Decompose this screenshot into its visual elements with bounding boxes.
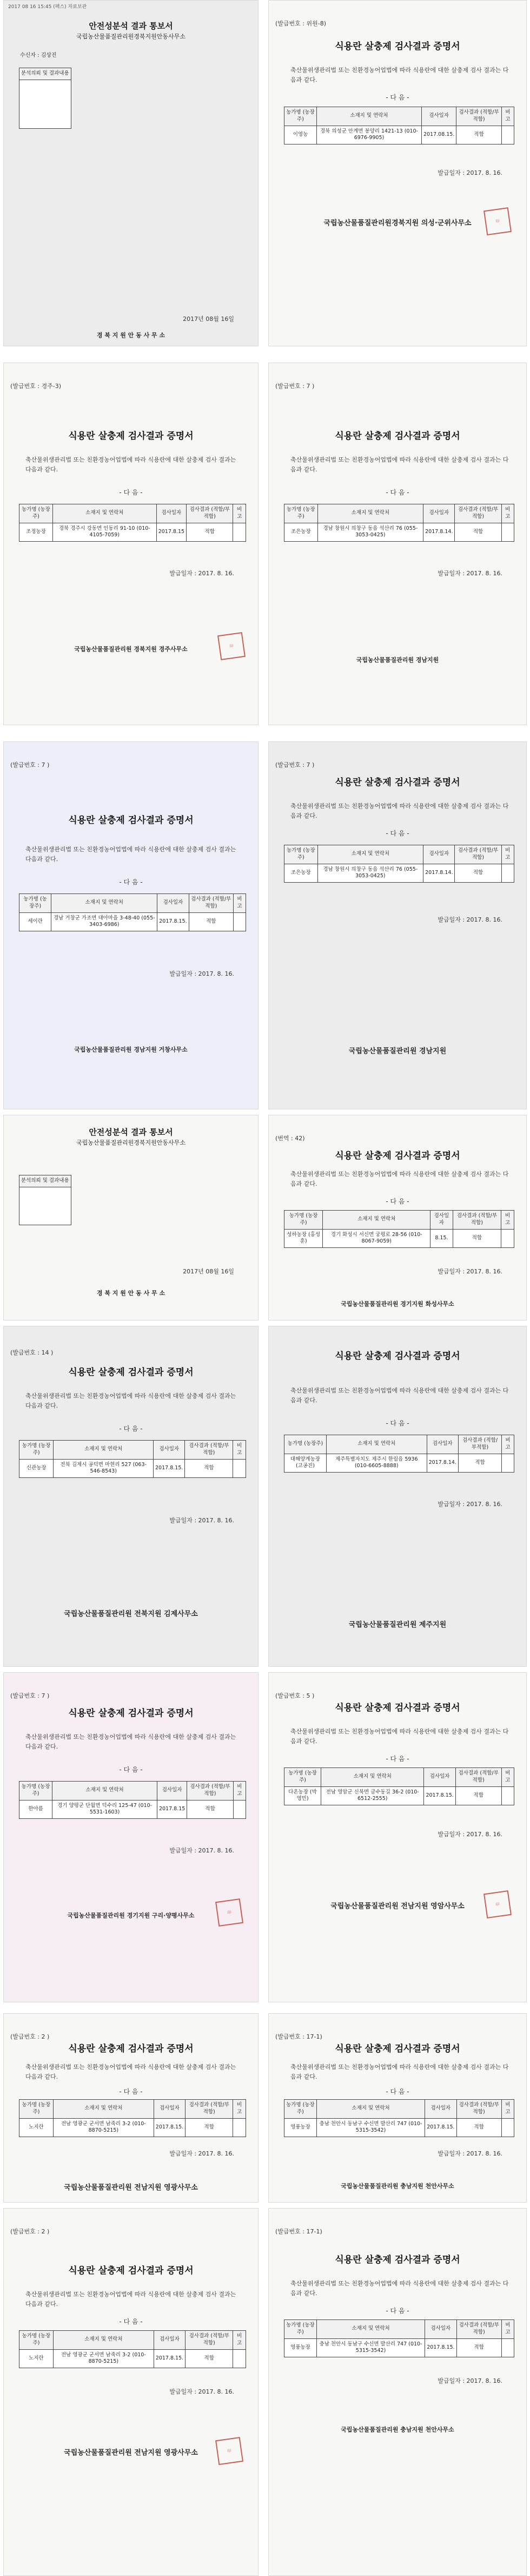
under-label: - 다 음 - (119, 878, 143, 886)
cert-title: 식용란 살충제 검사결과 증명서 (335, 1703, 460, 1713)
recipient: 수신자 : 김상진 (20, 52, 57, 58)
cert-intro: 축산물위생관리법 또는 친환경농어업법에 따라 식용란에 대한 살충제 검사 결과는 다음과 같다. (290, 456, 509, 473)
issue-date: 발급일자 : 2017. 8. 16. (438, 1268, 502, 1275)
cert-sheet-14 (3, 2208, 259, 2576)
result-table: 농가명 (농장주) 소재지 및 연락처 검사일자 검사결과 (적합/부적합) 비고 조정농장 경북 경주시 강동면 인동리 91-10 (010-4105-7059) 2017.8.15 적합 (19, 504, 246, 542)
cert-intro: 축산물위생관리법 또는 친환경농어업법에 따라 식용란에 대한 살충제 검사 결과는 다음과 같다. (290, 803, 509, 819)
seal-stamp: 印 (483, 207, 512, 235)
cert-number: (발급번호 : 7 ) (275, 383, 315, 390)
cert-number: (발급번호 : 5 ) (275, 1692, 315, 1699)
issue-date: 발급일자 : 2017. 8. 16. (438, 1831, 502, 1838)
cert-intro: 축산물위생관리법 또는 친환경농어업법에 따라 식용란에 대한 살충제 검사 결과는 다음과 같다. (25, 2064, 236, 2080)
cert-sheet-9 (268, 1326, 527, 1667)
issuer: 국립농산물품질관리원 전남지원 영광사무소 (64, 2184, 198, 2192)
issue-date: 발급일자 : 2017. 8. 16. (438, 2150, 502, 2157)
issue-date: 발급일자 : 2017. 8. 16. (169, 970, 234, 977)
issue-date: 발급일자 : 2017. 8. 16. (438, 1501, 502, 1508)
issuer: 국립농산물품질관리원 경기지원 화성사무소 (341, 1300, 454, 1307)
notice-issuer: 경 북 지 원 안 동 사 무 소 (96, 1290, 165, 1297)
issue-date: 발급일자 : 2017. 8. 16. (169, 2150, 234, 2157)
cert-number: (발급번호 : 7 ) (10, 1692, 50, 1699)
cert-title: 식용란 살충제 검사결과 증명서 (335, 41, 460, 52)
under-label: - 다 음 - (386, 1420, 409, 1427)
cert-number: (발급번호 : 2 ) (10, 2033, 50, 2040)
notice-table: 분석의뢰 및 결과내용 (19, 68, 71, 129)
issuer: 국립농산물품질관리원 충남지원 천안사무소 (341, 2183, 454, 2190)
issue-date: 발급일자 : 2017. 8. 16. (438, 2377, 502, 2384)
notice-date: 2017년 08월 16일 (183, 316, 234, 323)
result-table: 농가명 (농장주) 소재지 및 연락처 검사일자 검사결과 (적합/부적합) 비고 세이란 경남 거창군 가조면 대아마을 3-48-40 (055-3403-6986) 2017.8.15. 적합 (19, 893, 246, 931)
result-table: 농가명 (농장주) 소재지 및 연락처 검사일자 검사결과 (적합/부적합) 비고 조은농장 경남 창원시 의창구 동읍 석산리 76 (055-3053-0425) 2017.8.14. 적합 (284, 845, 514, 883)
result-table: 농가명 (농장주) 소재지 및 연락처 검사일자 검사결과 (적합/부적합) 비고 이영농 경북 의성군 안계면 봉양리 1421-13 (010-6976-9905) 2017.08.15. 적합 (284, 107, 514, 144)
issuer: 국립농산물품질관리원 경기지원 구리·양평사무소 (67, 1912, 195, 1919)
result-table: 농가명 (농장주) 소재지 및 연락처 검사일자 검사결과 (적합/부적합) 비고 조은농장 경남 창원시 의창구 동읍 석산리 76 (055-3053-0425) 2017.8.14. 적합 (284, 504, 514, 542)
notice-issuer: 경 북 지 원 안 동 사 무 소 (96, 332, 165, 339)
cert-sheet-7 (268, 1115, 527, 1320)
cert-number: (번역 : 42) (275, 1135, 305, 1142)
under-label: - 다 음 - (386, 2088, 409, 2095)
cert-title: 식용란 살충제 검사결과 증명서 (335, 1351, 460, 1362)
cert-title: 식용란 살충제 검사결과 증명서 (68, 2265, 194, 2276)
issue-date: 발급일자 : 2017. 8. 16. (438, 916, 502, 923)
issuer: 국립농산물품질관리원 경북지원 경주사무소 (74, 646, 188, 653)
cert-number: (발급번호 : 7 ) (10, 761, 50, 768)
under-label: - 다 음 - (386, 1198, 409, 1205)
result-table: 농가명 (농장주) 소재지 및 연락처 검사일자 검사결과 (적합/부적합) 비고 한아름 경기 양평군 단월면 덕수리 125-47 (010-5531-1603) 2017.8.15 적합 (19, 1781, 246, 1819)
cert-sheet-11 (268, 1672, 527, 2002)
result-table: 농가명 (농장주) 소재지 및 연락처 검사일자 검사결과 (적합/부적합) 비고 대해양계농장 (고공진) 제주특별자치도 제주시 한림읍 5936 (010-6605-8888) 2017.8.14. 적합 (284, 1435, 514, 1473)
issuer: 국립농산물품질관리원 전남지원 영암사무소 (330, 1902, 465, 1910)
issue-date: 발급일자 : 2017. 8. 16. (438, 169, 502, 176)
under-label: - 다 음 - (119, 1766, 143, 1773)
cert-title: 식용란 살충제 검사결과 증명서 (335, 1151, 460, 1161)
cert-number: (발급번호 : 17-1) (275, 2033, 322, 2040)
cert-intro: 축산물위생관리법 또는 친환경농어업법에 따라 식용란에 대한 살충제 검사 결과는 다음과 같다. (290, 1387, 509, 1404)
cert-title: 식용란 살충제 검사결과 증명서 (68, 431, 194, 442)
issue-date: 발급일자 : 2017. 8. 16. (169, 2388, 234, 2395)
notice-sheet-1 (3, 0, 259, 346)
seal-stamp: 印 (215, 2437, 243, 2465)
cert-intro: 축산물위생관리법 또는 친환경농어업법에 따라 식용란에 대한 살충제 검사 결과는 다음과 같다. (25, 1392, 236, 1409)
issue-date: 발급일자 : 2017. 8. 16. (169, 570, 234, 577)
cert-sheet-10 (3, 1672, 259, 2002)
under-label: - 다 음 - (119, 2318, 143, 2325)
cert-number: (발급번호 : 7 ) (275, 761, 315, 768)
cert-title: 식용란 살충제 검사결과 증명서 (68, 815, 194, 826)
notice-sheet-2 (3, 1115, 259, 1320)
under-label: - 다 음 - (386, 2307, 409, 2315)
result-table: 농가명 (농장주) 소재지 및 연락처 검사일자 검사결과 (적합/부적합) 비고 성하농장 (홍성훈) 경기 화성시 서신면 궁평로 28-56 (010-8067-9059) 8.15. 적합 (284, 1210, 514, 1248)
cert-title: 식용란 살충제 검사결과 증명서 (335, 431, 460, 442)
cert-number: (발급번호 : 위원-8) (275, 20, 327, 27)
under-label: - 다 음 - (386, 1755, 409, 1763)
cert-intro: 축산물위생관리법 또는 친환경농어업법에 따라 식용란에 대한 살충제 검사 결과는 다음과 같다. (25, 456, 236, 473)
cert-sheet-5 (3, 741, 259, 1109)
result-table: 농가명 (농장주) 소재지 및 연락처 검사일자 검사결과 (적합/부적합) 비고 노지란 전남 영광군 군서면 남죽리 3-2 (010-8870-5215) 2017.8.15. 적합 (19, 2330, 246, 2368)
cert-intro: 축산물위생관리법 또는 친환경농어업법에 따라 식용란에 대한 살충제 검사 결과는 다음과 같다. (25, 1733, 236, 1750)
cert-title: 식용란 살충제 검사결과 증명서 (335, 777, 460, 788)
under-label: - 다 음 - (386, 489, 409, 496)
cert-intro: 축산물위생관리법 또는 친환경농어업법에 따라 식용란에 대한 살충제 검사 결과는 다음과 같다. (290, 67, 509, 83)
cert-sheet-13 (268, 2013, 527, 2203)
issue-date: 발급일자 : 2017. 8. 16. (169, 1847, 234, 1854)
under-label: - 다 음 - (119, 2088, 143, 2095)
cert-number: (발급번호 : 14 ) (10, 1349, 54, 1356)
cert-intro: 축산물위생관리법 또는 친환경농어업법에 따라 식용란에 대한 살충제 검사 결과는 다음과 같다. (25, 846, 236, 863)
cert-intro: 축산물위생관리법 또는 친환경농어업법에 따라 식용란에 대한 살충제 검사 결과는 다음과 같다. (290, 2064, 509, 2080)
cert-intro: 축산물위생관리법 또는 친환경농어업법에 따라 식용란에 대한 살충제 검사 결과는 다음과 같다. (290, 1171, 509, 1187)
cert-title: 식용란 살충제 검사결과 증명서 (68, 1708, 194, 1719)
cert-title: 식용란 살충제 검사결과 증명서 (68, 1367, 194, 1378)
under-label: - 다 음 - (386, 94, 409, 101)
issue-date: 발급일자 : 2017. 8. 16. (169, 1517, 234, 1524)
cert-number: (발급번호 : 경주-3) (10, 383, 62, 390)
seal-stamp: 印 (217, 632, 246, 660)
issuer: 국립농산물품질관리원 충남지원 천안사무소 (341, 2426, 454, 2433)
issuer: 국립농산물품질관리원 경남지원 거창사무소 (74, 1046, 188, 1053)
notice-date: 2017년 08월 16일 (183, 1268, 234, 1275)
cert-sheet-2 (268, 0, 527, 346)
notice-office: 국립농산물품질관리원경북지원안동사무소 (76, 1139, 186, 1146)
under-label: - 다 음 - (386, 830, 409, 837)
issuer: 국립농산물품질관리원 제주지원 (348, 1621, 447, 1629)
cert-sheet-12 (3, 2013, 259, 2203)
issuer: 국립농산물품질관리원 경남지원 (348, 1047, 447, 1055)
cert-title: 식용란 살충제 검사결과 증명서 (335, 2255, 460, 2265)
notice-title: 안전성분석 결과 통보서 (89, 1127, 173, 1137)
under-label: - 다 음 - (119, 1425, 143, 1432)
fax-header: 2017 08 16 15:45 (팩스) 자료보관 (8, 4, 87, 10)
result-table: 농가명 (농장주) 소재지 및 연락처 검사일자 검사결과 (적합/부적합) 비고 영풍농장 충남 천안시 동남구 수신면 발산리 747 (010-5315-3542) 2017.8.15. 적합 (284, 2099, 514, 2137)
cert-title: 식용란 살충제 검사결과 증명서 (335, 2043, 460, 2054)
result-table: 농가명 (농장주) 소재지 및 연락처 검사일자 검사결과 (적합/부적합) 비고 신관농장 전북 김제시 공덕면 마현리 527 (063-546-8543) 2017.8.15. 적합 (19, 1440, 246, 1478)
under-label: - 다 음 - (119, 489, 143, 496)
cert-intro: 축산물위생관리법 또는 친환경농어업법에 따라 식용란에 대한 살충제 검사 결과는 다음과 같다. (25, 2291, 236, 2308)
cert-number: (발급번호 : 17-1) (275, 2228, 322, 2235)
result-table: 농가명 (농장주) 소재지 및 연락처 검사일자 검사결과 (적합/부적합) 비고 영풍농장 충남 천안시 동남구 수신면 발산리 747 (010-5315-3542) 2017.8.15. 적합 (284, 2319, 514, 2357)
issuer: 국립농산물품질관리원 경남지원 (356, 656, 439, 663)
cert-title: 식용란 살충제 검사결과 증명서 (68, 2043, 194, 2054)
issuer: 국립농산물품질관리원경북지원 의성·군위사무소 (323, 219, 472, 227)
issuer: 국립농산물품질관리원 전남지원 영광사무소 (64, 2449, 198, 2457)
cert-intro: 축산물위생관리법 또는 친환경농어업법에 따라 식용란에 대한 살충제 검사 결과는 다음과 같다. (290, 2280, 509, 2297)
result-table: 농가명 (농장주) 소재지 및 연락처 검사일자 검사결과 (적합/부적합) 비고 다온농장 (박영민) 전남 영암군 신북면 금수동길 36-2 (010-6512-2555) 2017.8.15. 적합 (284, 1767, 514, 1805)
issue-date: 발급일자 : 2017. 8. 16. (438, 570, 502, 577)
notice-office: 국립농산물품질관리원경북지원안동사무소 (76, 33, 186, 40)
cert-sheet-3 (3, 363, 259, 725)
cert-sheet-4 (268, 363, 527, 725)
cert-sheet-15 (268, 2208, 527, 2576)
seal-stamp: 印 (483, 1890, 512, 1918)
cert-sheet-6 (268, 741, 527, 1109)
result-table: 농가명 (농장주) 소재지 및 연락처 검사일자 검사결과 (적합/부적합) 비고 노지란 전남 영광군 군서면 남죽리 3-2 (010-8870-5215) 2017.8.15. 적합 (19, 2099, 246, 2137)
cert-sheet-8 (3, 1326, 259, 1667)
seal-stamp: 印 (215, 1898, 243, 1927)
notice-table: 분석의뢰 및 결과내용 (19, 1175, 71, 1225)
issuer: 국립농산물품질관리원 전북지원 김제사무소 (64, 1610, 198, 1618)
cert-number: (발급번호 : 2 ) (10, 2228, 50, 2235)
cert-intro: 축산물위생관리법 또는 친환경농어업법에 따라 식용란에 대한 살충제 검사 결과는 다음과 같다. (290, 1728, 509, 1745)
notice-title: 안전성분석 결과 통보서 (89, 21, 173, 31)
